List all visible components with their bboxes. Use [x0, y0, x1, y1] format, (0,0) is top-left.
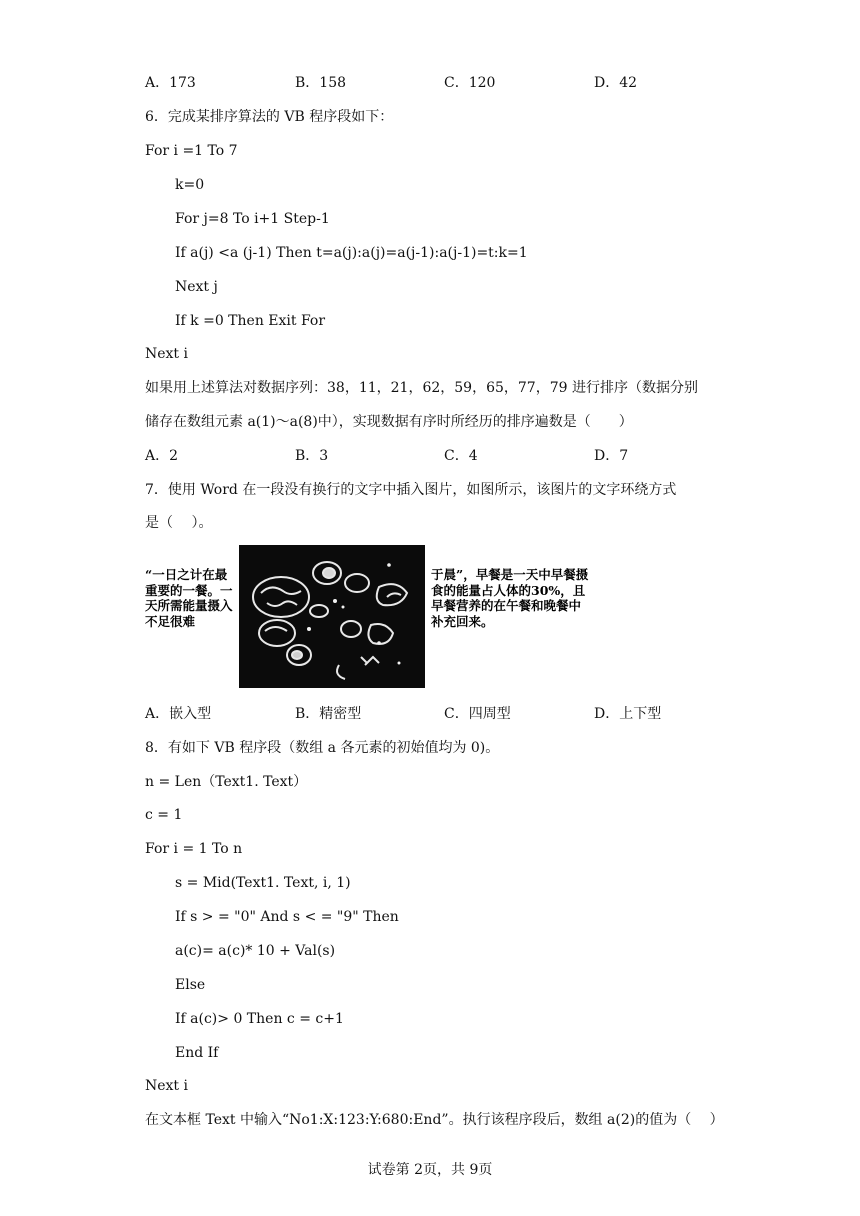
q8-code-line: Else: [175, 977, 206, 993]
q6-option-a: A．2: [145, 448, 179, 464]
q8-code-line: If a(c)> 0 Then c = c+1: [175, 1011, 344, 1027]
page-footer: 试卷第 2页，共 9页: [367, 1162, 493, 1178]
q6-code-line: Next i: [145, 346, 188, 362]
q6-code-line: For j=8 To i+1 Step-1: [175, 211, 330, 227]
q7-stem: 是（ ）。: [145, 515, 213, 531]
q6-option-d: D．7: [594, 448, 629, 464]
text-wrap-figure: [145, 545, 590, 690]
q8-text: 在文本框 Text 中输入“No1:X:123:Y:680:End”。执行该程序段后，数组 a(2)的值为（ ）: [145, 1112, 724, 1128]
q8-code-line: c = 1: [145, 807, 183, 823]
q5-option-c: C．120: [444, 75, 496, 91]
q7-stem: 7．使用 Word 在一段没有换行的文字中插入图片，如图所示，该图片的文字环绕方式: [145, 482, 677, 498]
q8-code-line: End If: [175, 1045, 219, 1061]
figure-left-text: “一日之计在最重要的一餐。一天所需能量摄入不足很难: [145, 567, 233, 629]
q8-code-line: s = Mid(Text1. Text, i, 1): [175, 875, 351, 891]
q8-stem: 8．有如下 VB 程序段（数组 a 各元素的初始值均为 0)。: [145, 740, 500, 756]
q6-code-line: Next j: [175, 279, 218, 295]
q6-stem: 6．完成某排序算法的 VB 程序段如下：: [145, 109, 394, 125]
q6-option-c: C．4: [444, 448, 478, 464]
q7-option-b: B．精密型: [295, 706, 362, 722]
q8-code-line: Next i: [145, 1078, 188, 1094]
q8-code-line: n = Len（Text1. Text）: [145, 774, 308, 790]
q7-option-c: C．四周型: [444, 706, 511, 722]
q6-text: 如果用上述算法对数据序列：38，11，21，62，59，65，77，79 进行排序（数据分别: [145, 380, 698, 396]
breakfast-photo: [239, 545, 425, 688]
figure-right-text: 于晨”，早餐是一天中早餐摄食的能量占人体的30%，且早餐营养的在午餐和晚餐中补充回来。: [431, 567, 589, 629]
q5-option-b: B．158: [295, 75, 347, 91]
q6-option-b: B．3: [295, 448, 329, 464]
q5-option-a: A．173: [145, 75, 196, 91]
q5-option-d: D．42: [594, 75, 638, 91]
q6-code-line: If k =0 Then Exit For: [175, 313, 326, 329]
q8-code-line: For i = 1 To n: [145, 841, 243, 857]
q6-text: 储存在数组元素 a(1)～a(8)中），实现数据有序时所经历的排序遍数是（ ）: [145, 414, 633, 430]
q7-option-d: D．上下型: [594, 706, 662, 722]
q7-option-a: A．嵌入型: [145, 706, 212, 722]
q6-code-line: If a(j) <a (j-1) Then t=a(j):a(j)=a(j-1):a(j-1)=t:k=1: [175, 245, 528, 261]
q8-code-line: a(c)= a(c)* 10 + Val(s): [175, 943, 336, 959]
q8-code-line: If s > = "0" And s < = "9" Then: [175, 909, 399, 925]
q6-code-line: k=0: [175, 177, 205, 193]
q6-code-line: For i =1 To 7: [145, 143, 238, 159]
